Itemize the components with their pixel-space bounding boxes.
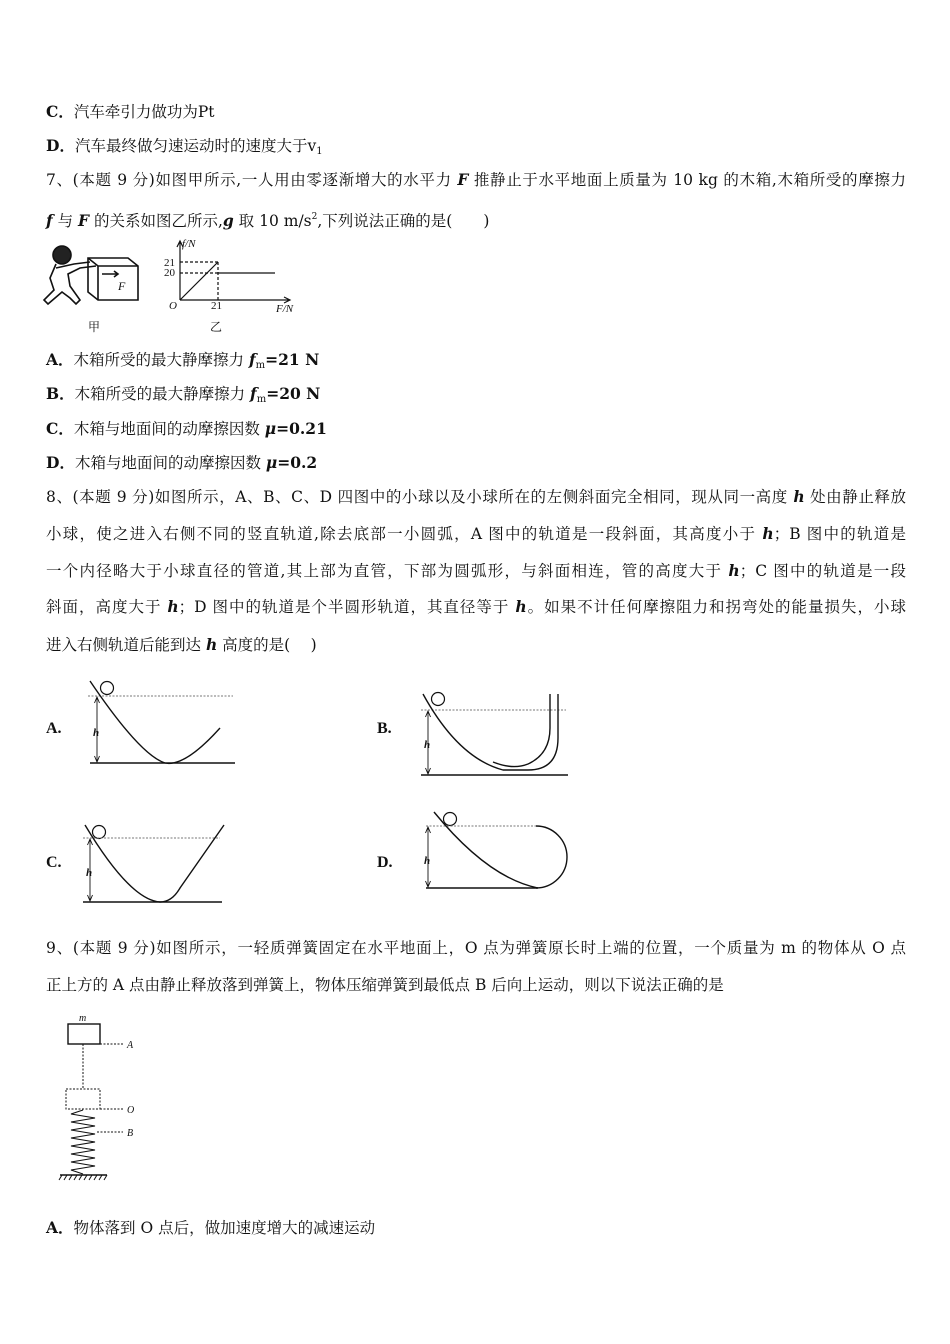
text-segment: D． (46, 453, 75, 472)
question-7-stem (46, 169, 906, 191)
text-segment: μ (265, 453, 278, 472)
text-segment: A． (46, 1218, 74, 1237)
text-segment: 木箱所受的最大静摩擦力 (73, 351, 249, 369)
text-segment: F (457, 170, 469, 189)
point-o-label: O (127, 1105, 135, 1116)
text-segment: 进入右侧轨道后能到达 (46, 636, 206, 654)
text-segment: h (762, 524, 774, 543)
track-figure-b (418, 688, 573, 780)
text-segment: f (250, 384, 257, 403)
text-segment: h (515, 597, 527, 616)
text-segment: 处由静止释放 (804, 488, 906, 506)
box-force-label: F (118, 279, 126, 293)
text-segment: 7、(本题 9 分)如图甲所示,一人用由零逐渐增大的水平力 (46, 171, 458, 189)
text-segment: 的关系如图乙所示, (89, 212, 223, 230)
figure-caption-yi: 乙 (210, 320, 223, 334)
text-segment: =0.21 (276, 419, 327, 438)
text-segment: 与 (52, 212, 79, 230)
text-segment: F (78, 211, 90, 230)
text-segment: 推静止于水平地面上质量为 10 kg 的木箱,木箱所受的摩擦力 (468, 171, 906, 189)
option-7c (46, 418, 327, 440)
height-label: h (86, 867, 93, 879)
text-segment: 斜面，高度大于 (46, 598, 168, 616)
track-figure-d (418, 808, 583, 893)
text-segment: 汽车最终做匀速运动时的速度大于v (74, 137, 317, 155)
option-8d-label: D. (377, 854, 393, 871)
text-segment: h (793, 487, 805, 506)
text-segment: =21 N (265, 350, 320, 369)
point-b-label: B (127, 1128, 134, 1139)
text-segment: h (205, 635, 218, 654)
text-segment: 一个内径略大于小球直径的管道,其上部为直管，下部为圆弧形，与斜面相连，管的高度大于 (46, 562, 729, 580)
text-segment: 木箱与地面间的动摩擦因数 (74, 454, 266, 472)
track-figure-c (80, 820, 235, 910)
question-8-stem (46, 560, 906, 582)
text-segment: B． (46, 384, 75, 403)
option-6d (46, 135, 323, 163)
x-axis-label: F/N (276, 303, 294, 315)
question-9-stem (46, 937, 906, 959)
text-segment: 木箱与地面间的动摩擦因数 (73, 420, 265, 438)
text-segment: f (46, 211, 53, 230)
y-axis-label: f/N (182, 238, 196, 250)
text-segment: =20 N (266, 384, 321, 403)
text-segment: ；B 图中的轨道是 (773, 525, 906, 543)
option-8b-label: B. (377, 720, 392, 737)
text-segment: ；D 图中的轨道是个半圆形轨道，其直径等于 (178, 598, 516, 616)
option-7a (46, 349, 319, 377)
spring-figure (55, 1010, 155, 1185)
y-tick-21: 21 (164, 257, 175, 269)
x-tick-21: 21 (211, 300, 222, 312)
text-segment: ；C 图中的轨道是一段 (739, 562, 907, 580)
text-segment: 。如果不计任何摩擦阻力和拐弯处的能量损失，小球 (526, 598, 906, 616)
text-segment: 正上方的 A 点由静止释放落到弹簧上，物体压缩弹簧到最低点 B 后向上运动，则以下说法正确的是 (46, 976, 724, 994)
text-segment: h (167, 597, 179, 616)
y-tick-20: 20 (164, 267, 175, 279)
text-segment: ,下列说法正确的是( ) (317, 212, 490, 230)
track-figure-a (85, 675, 240, 770)
option-6c (46, 101, 215, 123)
text-segment: 汽车牵引力做功为Pt (73, 103, 215, 121)
text-segment: m (255, 360, 266, 371)
friction-force-graph (160, 238, 305, 338)
text-segment: μ (264, 419, 277, 438)
text-segment: 取 10 m/s (233, 212, 312, 230)
text-segment: 8、(本题 9 分)如图所示，A、B、C、D 四图中的小球以及小球所在的左侧斜面完全相同，现从同一高度 (46, 488, 794, 506)
question-9-stem (46, 974, 724, 996)
text-segment: =0.2 (277, 453, 318, 472)
question-8-stem (46, 486, 906, 508)
text-segment: A． (46, 350, 74, 369)
question-8-stem (46, 523, 906, 545)
origin-label: O (169, 300, 177, 312)
text-segment: 木箱所受的最大静摩擦力 (74, 385, 251, 403)
figure-caption-jia: 甲 (88, 320, 101, 334)
text-segment: 物体落到 O 点后，做加速度增大的减速运动 (73, 1219, 376, 1237)
text-segment: f (248, 350, 256, 369)
mass-label: m (79, 1013, 87, 1024)
height-label: h (424, 855, 431, 867)
question-7-stem (46, 206, 489, 232)
option-7d (46, 452, 317, 474)
text-segment: 小球，使之进入右侧不同的竖直轨道,除去底部一小圆弧，A 图中的轨道是一段斜面，其高度小于 (46, 525, 763, 543)
height-label: h (93, 727, 100, 739)
height-label: h (424, 739, 431, 751)
option-8a-label: A. (46, 720, 62, 737)
text-segment: 2 (311, 212, 318, 222)
text-segment: 9、(本题 9 分)如图所示，一轻质弹簧固定在水平地面上，O 点为弹簧原长时上端的位置，一个质量为 m 的物体从 O 点 (46, 939, 906, 957)
text-segment: h (728, 561, 740, 580)
text-segment: C． (46, 419, 74, 438)
text-segment: 高度的是( ) (217, 636, 317, 654)
text-segment: 1 (316, 146, 323, 157)
text-segment: D． (46, 136, 75, 155)
question-8-stem (46, 634, 317, 656)
person-pushing-box-figure (40, 238, 150, 338)
text-segment: m (256, 394, 267, 405)
static-friction-line (180, 262, 218, 300)
option-8c-label: C. (46, 854, 62, 871)
option-7b (46, 383, 320, 411)
text-segment: C． (46, 102, 74, 121)
question-8-stem (46, 596, 906, 618)
option-9a (46, 1217, 375, 1239)
text-segment: g (222, 211, 234, 230)
x-axis (180, 297, 290, 303)
point-a-label: A (127, 1040, 134, 1051)
